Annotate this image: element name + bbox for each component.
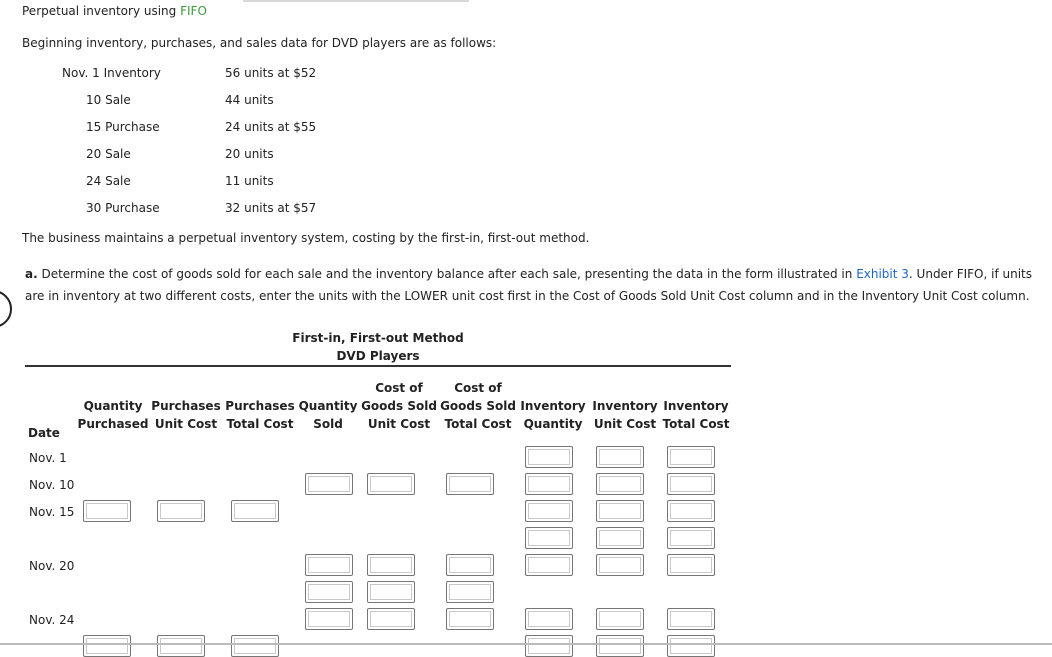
top-divider <box>243 0 469 2</box>
date-nov-24: Nov. 24 <box>29 613 75 627</box>
input-nov24-inv-total[interactable] <box>667 608 715 630</box>
input-nov15-purch-total[interactable] <box>231 500 279 522</box>
header-cogs-unit-3: Unit Cost <box>367 417 431 431</box>
input-nov30-inv-qty[interactable] <box>525 635 573 657</box>
header-cogs-unit-2: Goods Sold <box>361 399 437 413</box>
header-inv-unit-1: Inventory <box>592 399 658 413</box>
input-nov15-inv-total-2[interactable] <box>667 527 715 549</box>
header-purch-total-2: Total Cost <box>226 417 294 431</box>
header-qty-purchased-2: Purchased <box>77 417 149 431</box>
input-nov20-cogs-unit-1[interactable] <box>367 554 415 576</box>
header-inv-qty-1: Inventory <box>520 399 586 413</box>
question-line-2: are in inventory at two different costs, enter the units with the LOWER unit cost first in the Cost of Goods Sold Unit Cost column and in the Inventory Unit Cost column. <box>25 289 1030 303</box>
txn-detail-6: 32 units at $57 <box>225 201 317 215</box>
input-nov20-inv-total[interactable] <box>667 554 715 576</box>
header-qty-sold-1: Quantity <box>298 399 358 413</box>
header-inv-total-1: Inventory <box>663 399 729 413</box>
input-nov30-inv-total[interactable] <box>667 635 715 657</box>
txn-detail-4: 20 units <box>225 147 274 161</box>
header-inv-total-2: Total Cost <box>662 417 730 431</box>
input-nov15-inv-total-1[interactable] <box>667 500 715 522</box>
header-purch-unit-1: Purchases <box>151 399 221 413</box>
input-nov24-inv-unit[interactable] <box>596 608 644 630</box>
intro-text: Beginning inventory, purchases, and sales data for DVD players are as follows: <box>22 36 497 50</box>
input-nov15-inv-qty-1[interactable] <box>525 500 573 522</box>
input-nov20-cogs-unit-2[interactable] <box>367 581 415 603</box>
input-nov10-qty-sold[interactable] <box>305 473 353 495</box>
date-nov-15: Nov. 15 <box>29 505 75 519</box>
input-nov10-cogs-unit[interactable] <box>367 473 415 495</box>
txn-date-4: 20 Sale <box>86 147 131 161</box>
txn-date-6: 30 Purchase <box>86 201 160 215</box>
question-text-end: . Under FIFO, if units <box>908 267 1032 281</box>
input-nov20-qty-sold-2[interactable] <box>305 581 353 603</box>
input-nov30-purch-total[interactable] <box>231 635 279 657</box>
input-nov15-purch-unit[interactable] <box>157 500 205 522</box>
input-nov20-qty-sold-1[interactable] <box>305 554 353 576</box>
step-indicator-icon <box>0 290 12 328</box>
header-cogs-total-top: Cost of <box>454 381 502 395</box>
input-nov10-inv-total[interactable] <box>667 473 715 495</box>
txn-detail-3: 24 units at $55 <box>225 120 317 134</box>
question-line-1 <box>25 267 1032 281</box>
input-nov1-inv-unit[interactable] <box>596 446 644 468</box>
header-cogs-total-3: Total Cost <box>444 417 512 431</box>
input-nov20-cogs-total-2[interactable] <box>446 581 494 603</box>
table-rule <box>25 365 731 367</box>
txn-date-5: 24 Sale <box>86 174 131 188</box>
table-title: First-in, First-out Method <box>292 331 464 345</box>
txn-detail-1: 56 units at $52 <box>225 66 317 80</box>
header-cogs-unit-top: Cost of <box>375 381 423 395</box>
header-date: Date <box>28 426 60 440</box>
exhibit-3-link[interactable]: Exhibit 3 <box>856 267 909 281</box>
table-subtitle: DVD Players <box>336 349 420 363</box>
input-nov15-inv-qty-2[interactable] <box>525 527 573 549</box>
input-nov24-cogs-total[interactable] <box>446 608 494 630</box>
input-nov24-qty-sold[interactable] <box>305 608 353 630</box>
input-nov20-inv-unit[interactable] <box>596 554 644 576</box>
txn-detail-5: 11 units <box>225 174 274 188</box>
question-text: Determine the cost of goods sold for each sale and the inventory balance after each sale, presenting the data in the form illustrated in <box>37 267 857 281</box>
txn-date-3: 15 Purchase <box>86 120 160 134</box>
input-nov15-inv-unit-1[interactable] <box>596 500 644 522</box>
input-nov24-cogs-unit[interactable] <box>367 608 415 630</box>
date-nov-20: Nov. 20 <box>29 559 75 573</box>
question-label: a. <box>25 267 38 281</box>
txn-detail-2: 44 units <box>225 93 274 107</box>
header-purch-total-1: Purchases <box>225 399 295 413</box>
input-nov10-inv-unit[interactable] <box>596 473 644 495</box>
date-nov-10: Nov. 10 <box>29 478 75 492</box>
header-cogs-total-2: Goods Sold <box>440 399 516 413</box>
page-title <box>22 4 207 18</box>
header-inv-qty-2: Quantity <box>523 417 583 431</box>
input-nov1-inv-qty[interactable] <box>525 446 573 468</box>
txn-date-1: Nov. 1 Inventory <box>62 66 161 80</box>
input-nov30-purch-unit[interactable] <box>157 635 205 657</box>
input-nov24-inv-qty[interactable] <box>525 608 573 630</box>
input-nov1-inv-total[interactable] <box>667 446 715 468</box>
header-qty-sold-2: Sold <box>313 417 343 431</box>
fifo-link[interactable]: FIFO <box>180 4 207 18</box>
input-nov10-cogs-total[interactable] <box>446 473 494 495</box>
header-qty-purchased-1: Quantity <box>83 399 143 413</box>
txn-date-2: 10 Sale <box>86 93 131 107</box>
input-nov20-cogs-total-1[interactable] <box>446 554 494 576</box>
input-nov10-inv-qty[interactable] <box>525 473 573 495</box>
system-note: The business maintains a perpetual inventory system, costing by the first-in, first-out method. <box>22 231 590 245</box>
input-nov15-inv-unit-2[interactable] <box>596 527 644 549</box>
header-purch-unit-2: Unit Cost <box>154 417 218 431</box>
date-nov-1: Nov. 1 <box>29 451 67 465</box>
input-nov30-inv-unit[interactable] <box>596 635 644 657</box>
header-inv-unit-2: Unit Cost <box>593 417 657 431</box>
input-nov30-qty-purchased[interactable] <box>83 635 131 657</box>
title-text: Perpetual inventory using <box>22 4 181 18</box>
input-nov15-qty-purchased[interactable] <box>83 500 131 522</box>
input-nov20-inv-qty[interactable] <box>525 554 573 576</box>
